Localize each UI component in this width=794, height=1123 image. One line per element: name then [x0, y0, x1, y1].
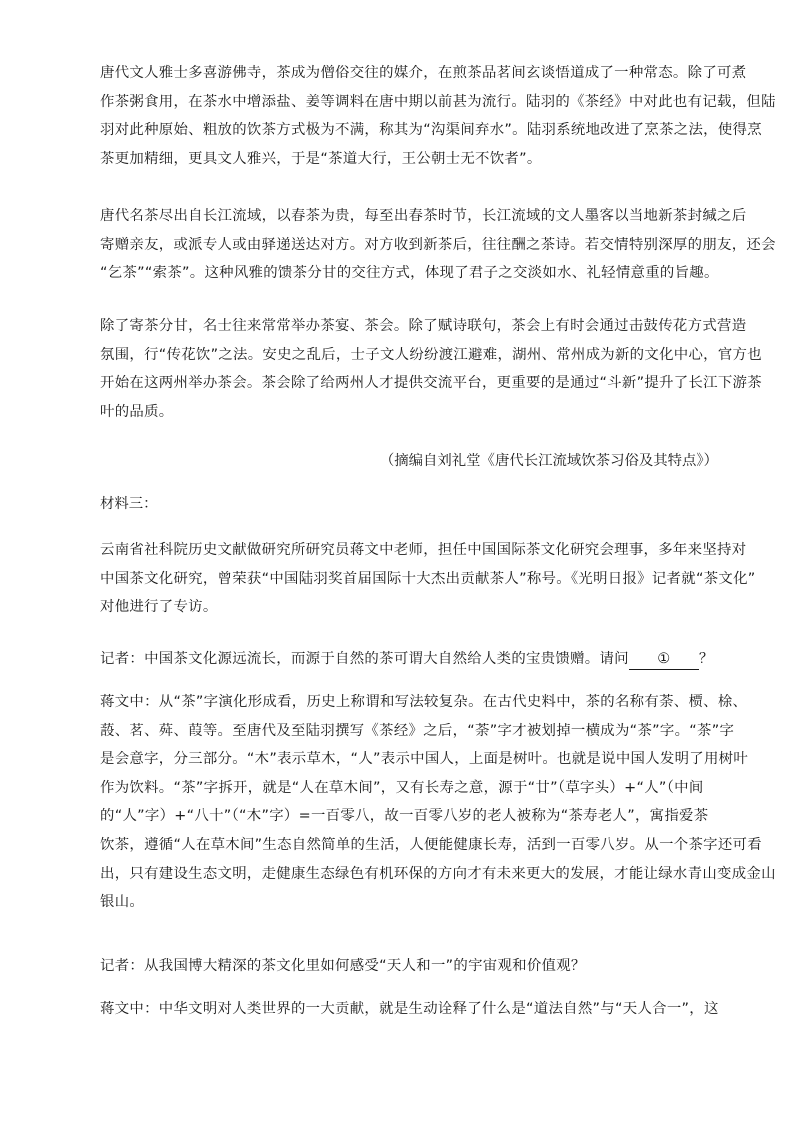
text-line: 蒋文中：从“茶”字演化形成看，历史上称谓和写法较复杂。在古代史料中，茶的名称有荼、槚、梌、: [100, 694, 748, 710]
text-line: 银山。: [100, 894, 145, 911]
paragraph-famous-teas: [100, 202, 776, 288]
text-line: 作茶粥食用，在茶水中增添盐、姜等调料在唐中期以前甚为流行。陆羽的《茶经》中对此也有记载，但陆: [100, 93, 776, 110]
text-line: 羽对此种原始、粗放的饮茶方式极为不满，称其为“沟渠间弃水”。陆羽系统地改进了烹茶之法，使得烹: [100, 122, 762, 139]
section-heading-material-3: 材料三：: [100, 496, 158, 512]
text-line: “乞茶”“索茶”。这种风雅的馈茶分甘的交往方式，体现了君子之交淡如水、礼轻情意重的旨趣。: [100, 265, 719, 282]
paragraph-reporter-question-1: [100, 645, 720, 674]
text-line: 中国茶文化研究，曾荣获“中国陆羽奖首届国际十大杰出贡献茶人”称号。《光明日报》记者就“茶文化”: [100, 570, 756, 587]
text-line: 茶更加精细，更具文人雅兴，于是“茶道大行，王公朝士无不饮者”。: [100, 150, 542, 167]
paragraph-answer-2: [100, 995, 720, 1024]
text-line: 开始在这两州举办茶会。茶会除了给两州人才提供交流平台，更重要的是通过“斗新”提升了长江下游茶: [100, 375, 762, 392]
text-line: 叶的品质。: [100, 403, 174, 420]
paragraph-tea-parties: [100, 312, 762, 426]
text-line: 对他进行了专访。: [100, 599, 218, 616]
text-line: 除了寄茶分甘，名士往来常常举办茶宴、茶会。除了赋诗联句，茶会上有时会通过击鼓传花方式营造: [100, 318, 747, 334]
text-line: 饮茶，遵循“人在草木间”生态自然简单的生活，人便能健康长寿，活到一百零八岁。从一个茶字还可看: [100, 836, 762, 853]
text-line: 蔎、茗、荈、葭等。至唐代及至陆羽撰写《茶经》之后，“荼”字才被划掉一横成为“茶”字。“茶”字: [100, 722, 735, 739]
text-line: 唐代名茶尽出自长江流域，以春茶为贵，每至出春茶时节，长江流域的文人墨客以当地新茶封缄之后: [100, 208, 747, 224]
text-line: 作为饮料。“茶”字拆开，就是“人在草木间”，又有长寿之意，源于“廿”（草字头）+“人”（中间: [100, 779, 704, 796]
text-line: 的“人”字）+“八十”（“木”字）=一百零八，故一百零八岁的老人被称为“茶寿老人”，寓指爱茶: [100, 808, 709, 825]
paragraph-answer-1: [100, 688, 776, 917]
text-line: 云南省社科院历史文献做研究所研究员蒋文中老师，担任中国国际茶文化研究会理事，多年来坚持对: [100, 542, 747, 558]
text-line: 氛围，行“传花饮”之法。安史之乱后，士子文人纷纷渡江避难，湖州、常州成为新的文化中心，官方也: [100, 346, 762, 363]
source-attribution: （摘编自刘礼堂《唐代长江流域饮茶习俗及其特点》）: [379, 453, 718, 469]
text-line: 寄赠亲友，或派专人或由驿递送达对方。对方收到新茶后，往往酬之茶诗。若交情特别深厚的朋友，还会: [100, 236, 776, 253]
text-line: 蒋文中：中华文明对人类世界的一大贡献，就是生动诠释了什么是“道法自然”与“天人合一”，这: [100, 1001, 719, 1017]
text-line: 是会意字，分三部分。“木”表示草木，“人”表示中国人，上面是树叶。也就是说中国人发明了用树叶: [100, 751, 749, 768]
paragraph-interview-intro: [100, 536, 756, 622]
text-line: 出，只有建设生态文明，走健康生态绿色有机环保的方向才有未来更大的发展，才能让绿水青山变成金山: [100, 865, 776, 882]
paragraph-tang-literati: [100, 59, 776, 173]
paragraph-reporter-question-2: [100, 952, 720, 981]
text-line: 记者：从我国博大精深的茶文化里如何感受“天人和一”的宇宙观和价值观？: [100, 958, 586, 974]
text-line: 唐代文人雅士多喜游佛寺，茶成为僧俗交往的媒介，在煎茶品茗间玄谈悟道成了一种常态。除了可煮: [100, 65, 747, 81]
question-text: 记者：中国茶文化源远流长，而源于自然的茶可谓大自然给人类的宝贵馈赠。请问: [100, 651, 629, 667]
question-mark: ？: [698, 651, 714, 667]
fill-in-blank: ①: [629, 649, 699, 670]
